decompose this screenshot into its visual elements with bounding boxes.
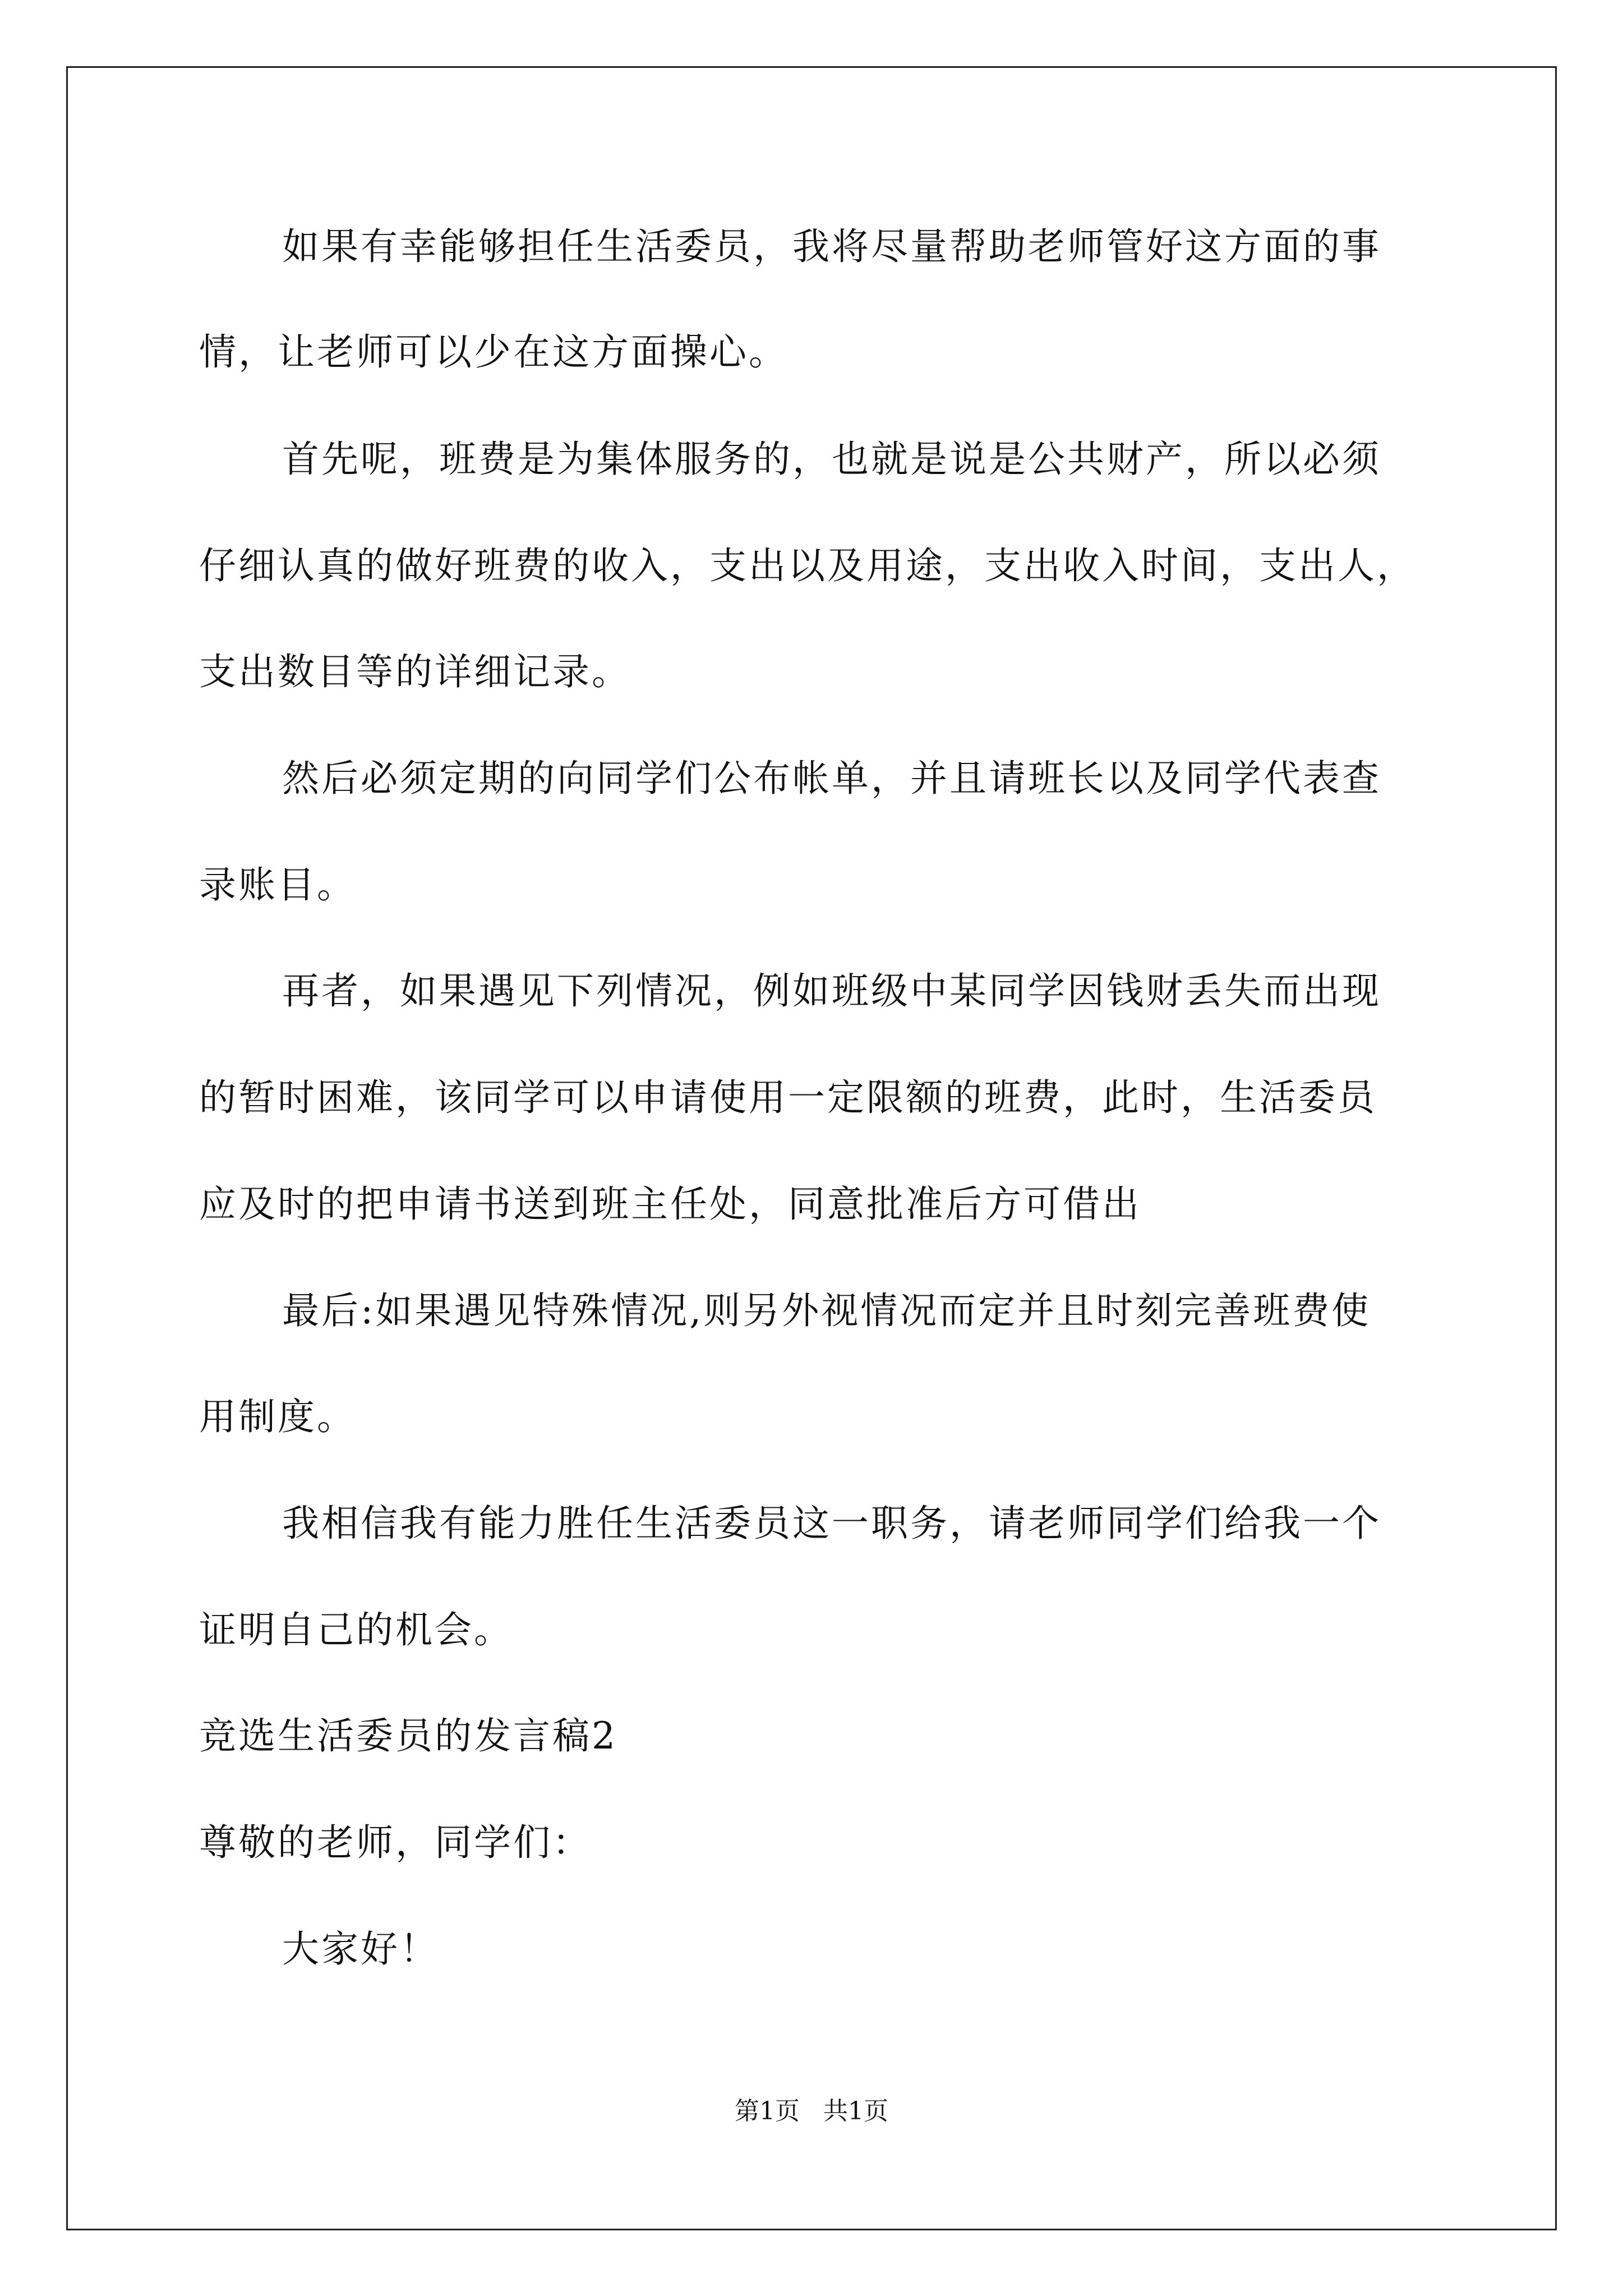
paragraph-4-line-1: 再者，如果遇见下列情况，例如班级中某同学因钱财丢失而出现 <box>282 969 1381 1013</box>
paragraph-3-line-1: 然后必须定期的向同学们公布帐单，并且请班长以及同学代表查 <box>282 757 1381 800</box>
paragraph-3-line-2: 录账目。 <box>199 863 356 907</box>
page-border <box>66 66 1557 2230</box>
paragraph-4-line-2: 的暂时困难，该同学可以申请使用一定限额的班费，此时，生活委员 <box>199 1076 1377 1119</box>
section-title: 竞选生活委员的发言稿2 <box>199 1714 617 1757</box>
paragraph-1-line-2: 情，让老师可以少在这方面操心。 <box>199 330 788 374</box>
paragraph-6-line-1: 我相信我有能力胜任生活委员这一职务，请老师同学们给我一个 <box>282 1502 1381 1545</box>
paragraph-4-line-3: 应及时的把申请书送到班主任处，同意批准后方可借出 <box>199 1182 1141 1226</box>
paragraph-2-line-1: 首先呢，班费是为集体服务的，也就是说是公共财产，所以必须 <box>282 438 1381 481</box>
salutation: 尊敬的老师，同学们： <box>199 1821 592 1864</box>
paragraph-2-line-2: 仔细认真的做好班费的收入，支出以及用途，支出收入时间，支出人， <box>199 544 1416 587</box>
paragraph-5-line-1: 最后:如果遇见特殊情况,则另外视情况而定并且时刻完善班费使 <box>282 1289 1371 1332</box>
paragraph-5-line-2: 用制度。 <box>199 1395 356 1438</box>
page-footer: 第1页 共1页 <box>735 2097 888 2125</box>
paragraph-1-line-1: 如果有幸能够担任生活委员，我将尽量帮助老师管好这方面的事 <box>282 225 1381 268</box>
paragraph-2-line-3: 支出数目等的详细记录。 <box>199 650 631 693</box>
greeting: 大家好！ <box>282 1927 439 1971</box>
paragraph-6-line-2: 证明自己的机会。 <box>199 1608 513 1651</box>
